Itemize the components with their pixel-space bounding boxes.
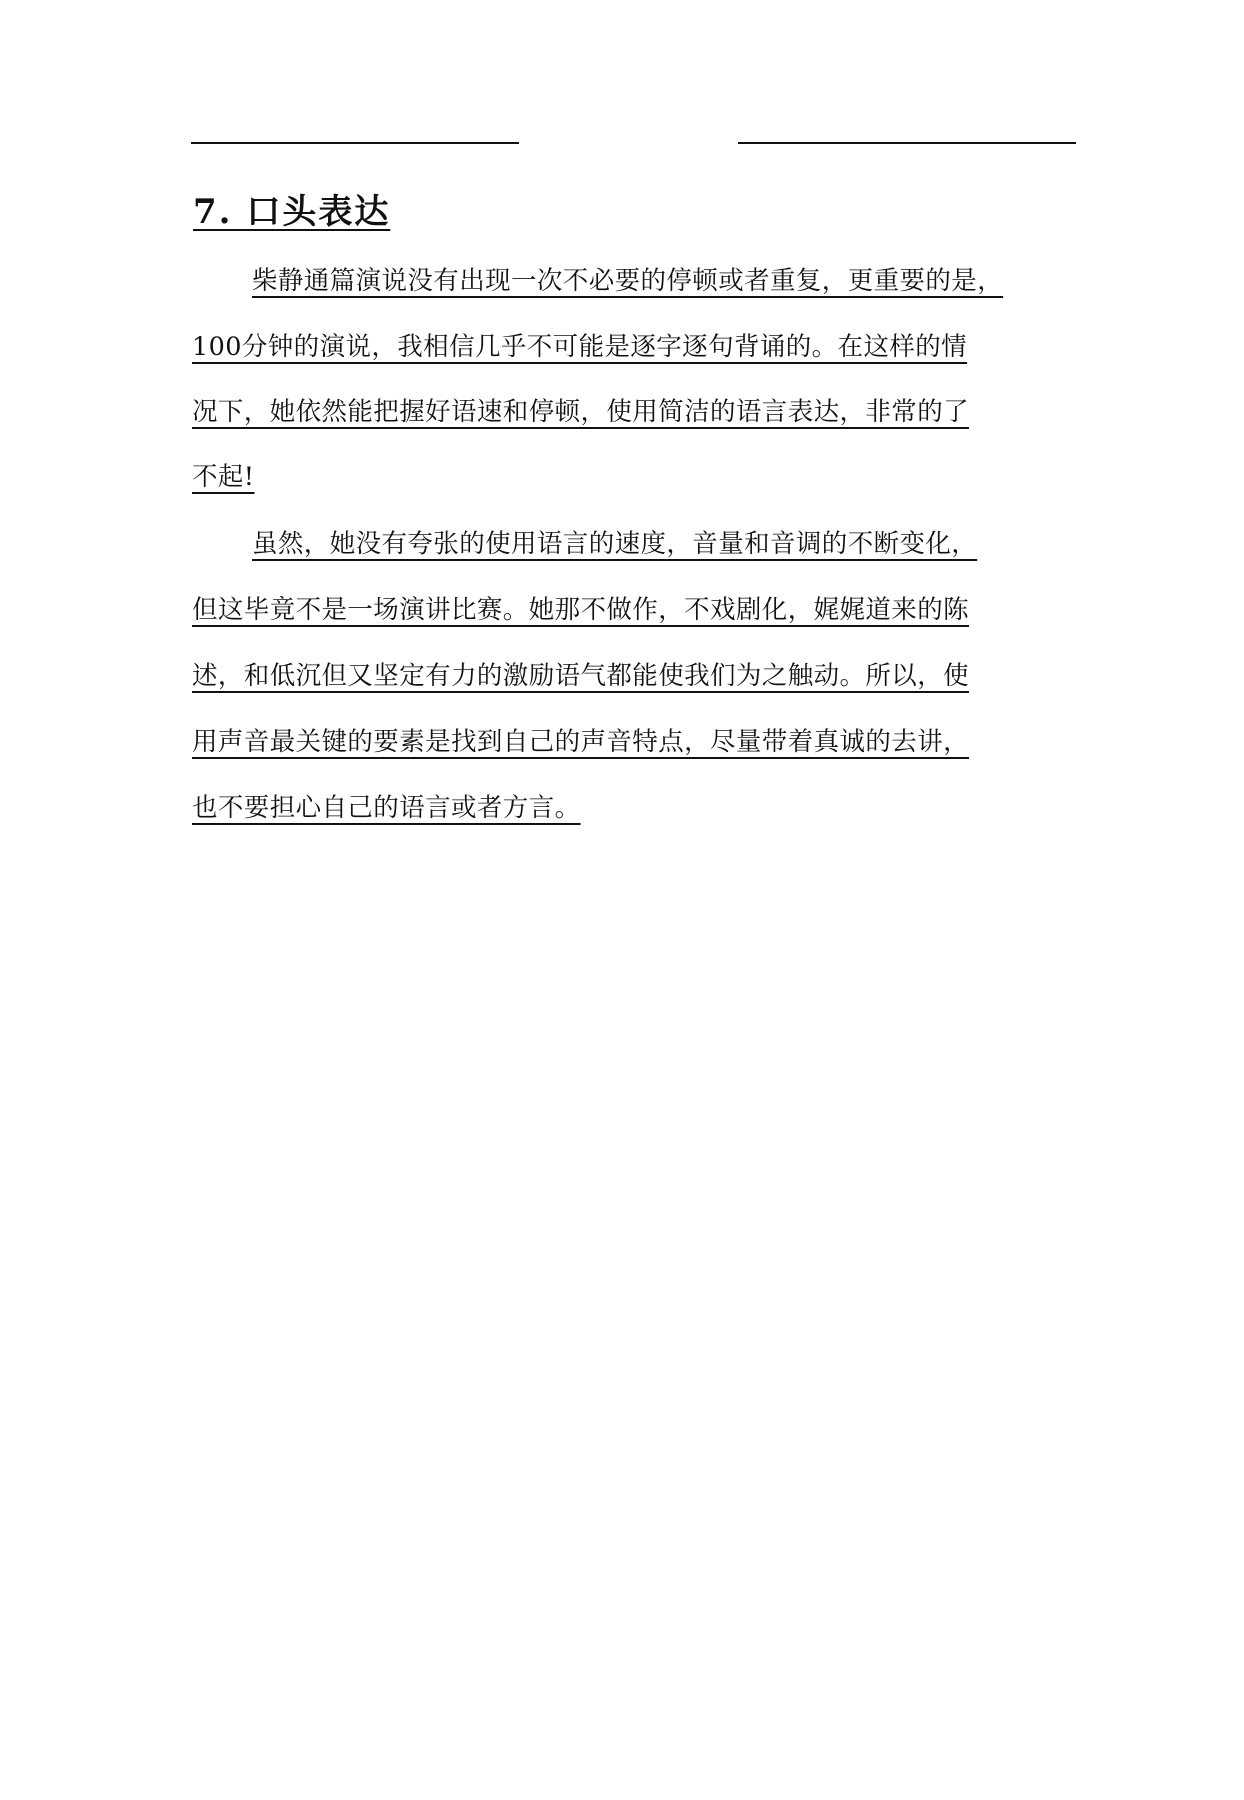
paragraph-1-line-1: 柴静通篇演说没有出现一次不必要的停顿或者重复，更重要的是， xyxy=(252,266,1004,296)
paragraph-2-line-3: 述，和低沉但又坚定有力的激励语气都能使我们为之触动。所以，使 xyxy=(192,661,970,691)
paragraph-2-line-2: 但这毕竟不是一场演讲比赛。她那不做作，不戏剧化，娓娓道来的陈 xyxy=(192,595,970,625)
paragraph-2-line-1: 虽然，她没有夸张的使用语言的速度，音量和音调的不断变化， xyxy=(252,529,978,559)
paragraph-1-line-3: 况下，她依然能把握好语速和停顿，使用简洁的语言表达，非常的了 xyxy=(192,397,970,427)
section-heading: 7. 口头表达 xyxy=(193,192,391,232)
paragraph-1-line-2: 100分钟的演说，我相信几乎不可能是逐字逐句背诵的。在这样的情 xyxy=(192,332,968,362)
top-rule-right xyxy=(738,142,1076,144)
paragraph-2-line-5: 也不要担心自己的语言或者方言。 xyxy=(192,793,581,823)
top-rule-left xyxy=(191,142,519,144)
paragraph-2-line-4: 用声音最关键的要素是找到自己的声音特点，尽量带着真诚的去讲， xyxy=(192,727,970,757)
paragraph-1-line-4: 不起! xyxy=(192,462,255,492)
